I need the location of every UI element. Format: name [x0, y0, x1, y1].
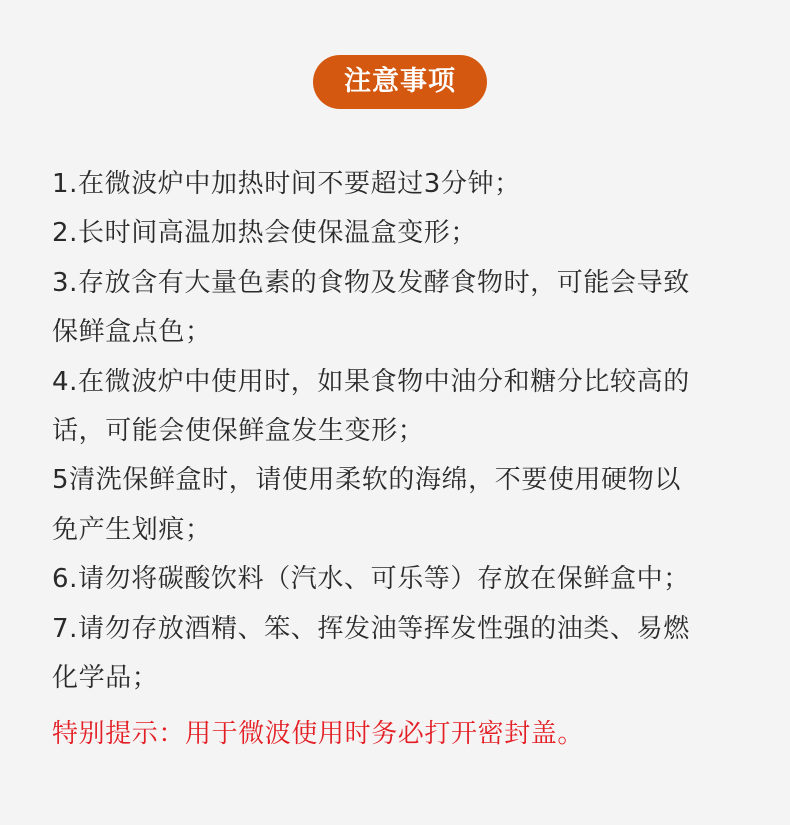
- precaution-line: 6.请勿将碳酸饮料（汽水、可乐等）存放在保鲜盒中；: [52, 564, 690, 595]
- precaution-line: 1.在微波炉中加热时间不要超过3分钟；: [52, 169, 521, 199]
- precaution-line: 免产生划痕；: [52, 514, 212, 545]
- precaution-line: 话，可能会使保鲜盒发生变形；: [52, 416, 425, 447]
- section-title-badge: 注意事项: [313, 55, 487, 109]
- precaution-line: 3.存放含有大量色素的食物及发酵食物时，可能会导致: [52, 267, 690, 298]
- precautions-list: [52, 160, 752, 703]
- precaution-line: 2.长时间高温加热会使保温盒变形；: [52, 218, 478, 249]
- precaution-line: 保鲜盒点色；: [52, 317, 212, 348]
- precaution-line: 4.在微波炉中使用时，如果食物中油分和糖分比较高的: [52, 366, 690, 397]
- precaution-line: 化学品；: [52, 663, 159, 694]
- special-tip: 特别提示：用于微波使用时务必打开密封盖。: [52, 719, 585, 749]
- precaution-line: 5清洗保鲜盒时，请使用柔软的海绵，不要使用硬物以: [52, 465, 681, 496]
- precaution-line: 7.请勿存放酒精、笨、挥发油等挥发性强的油类、易燃: [52, 613, 690, 644]
